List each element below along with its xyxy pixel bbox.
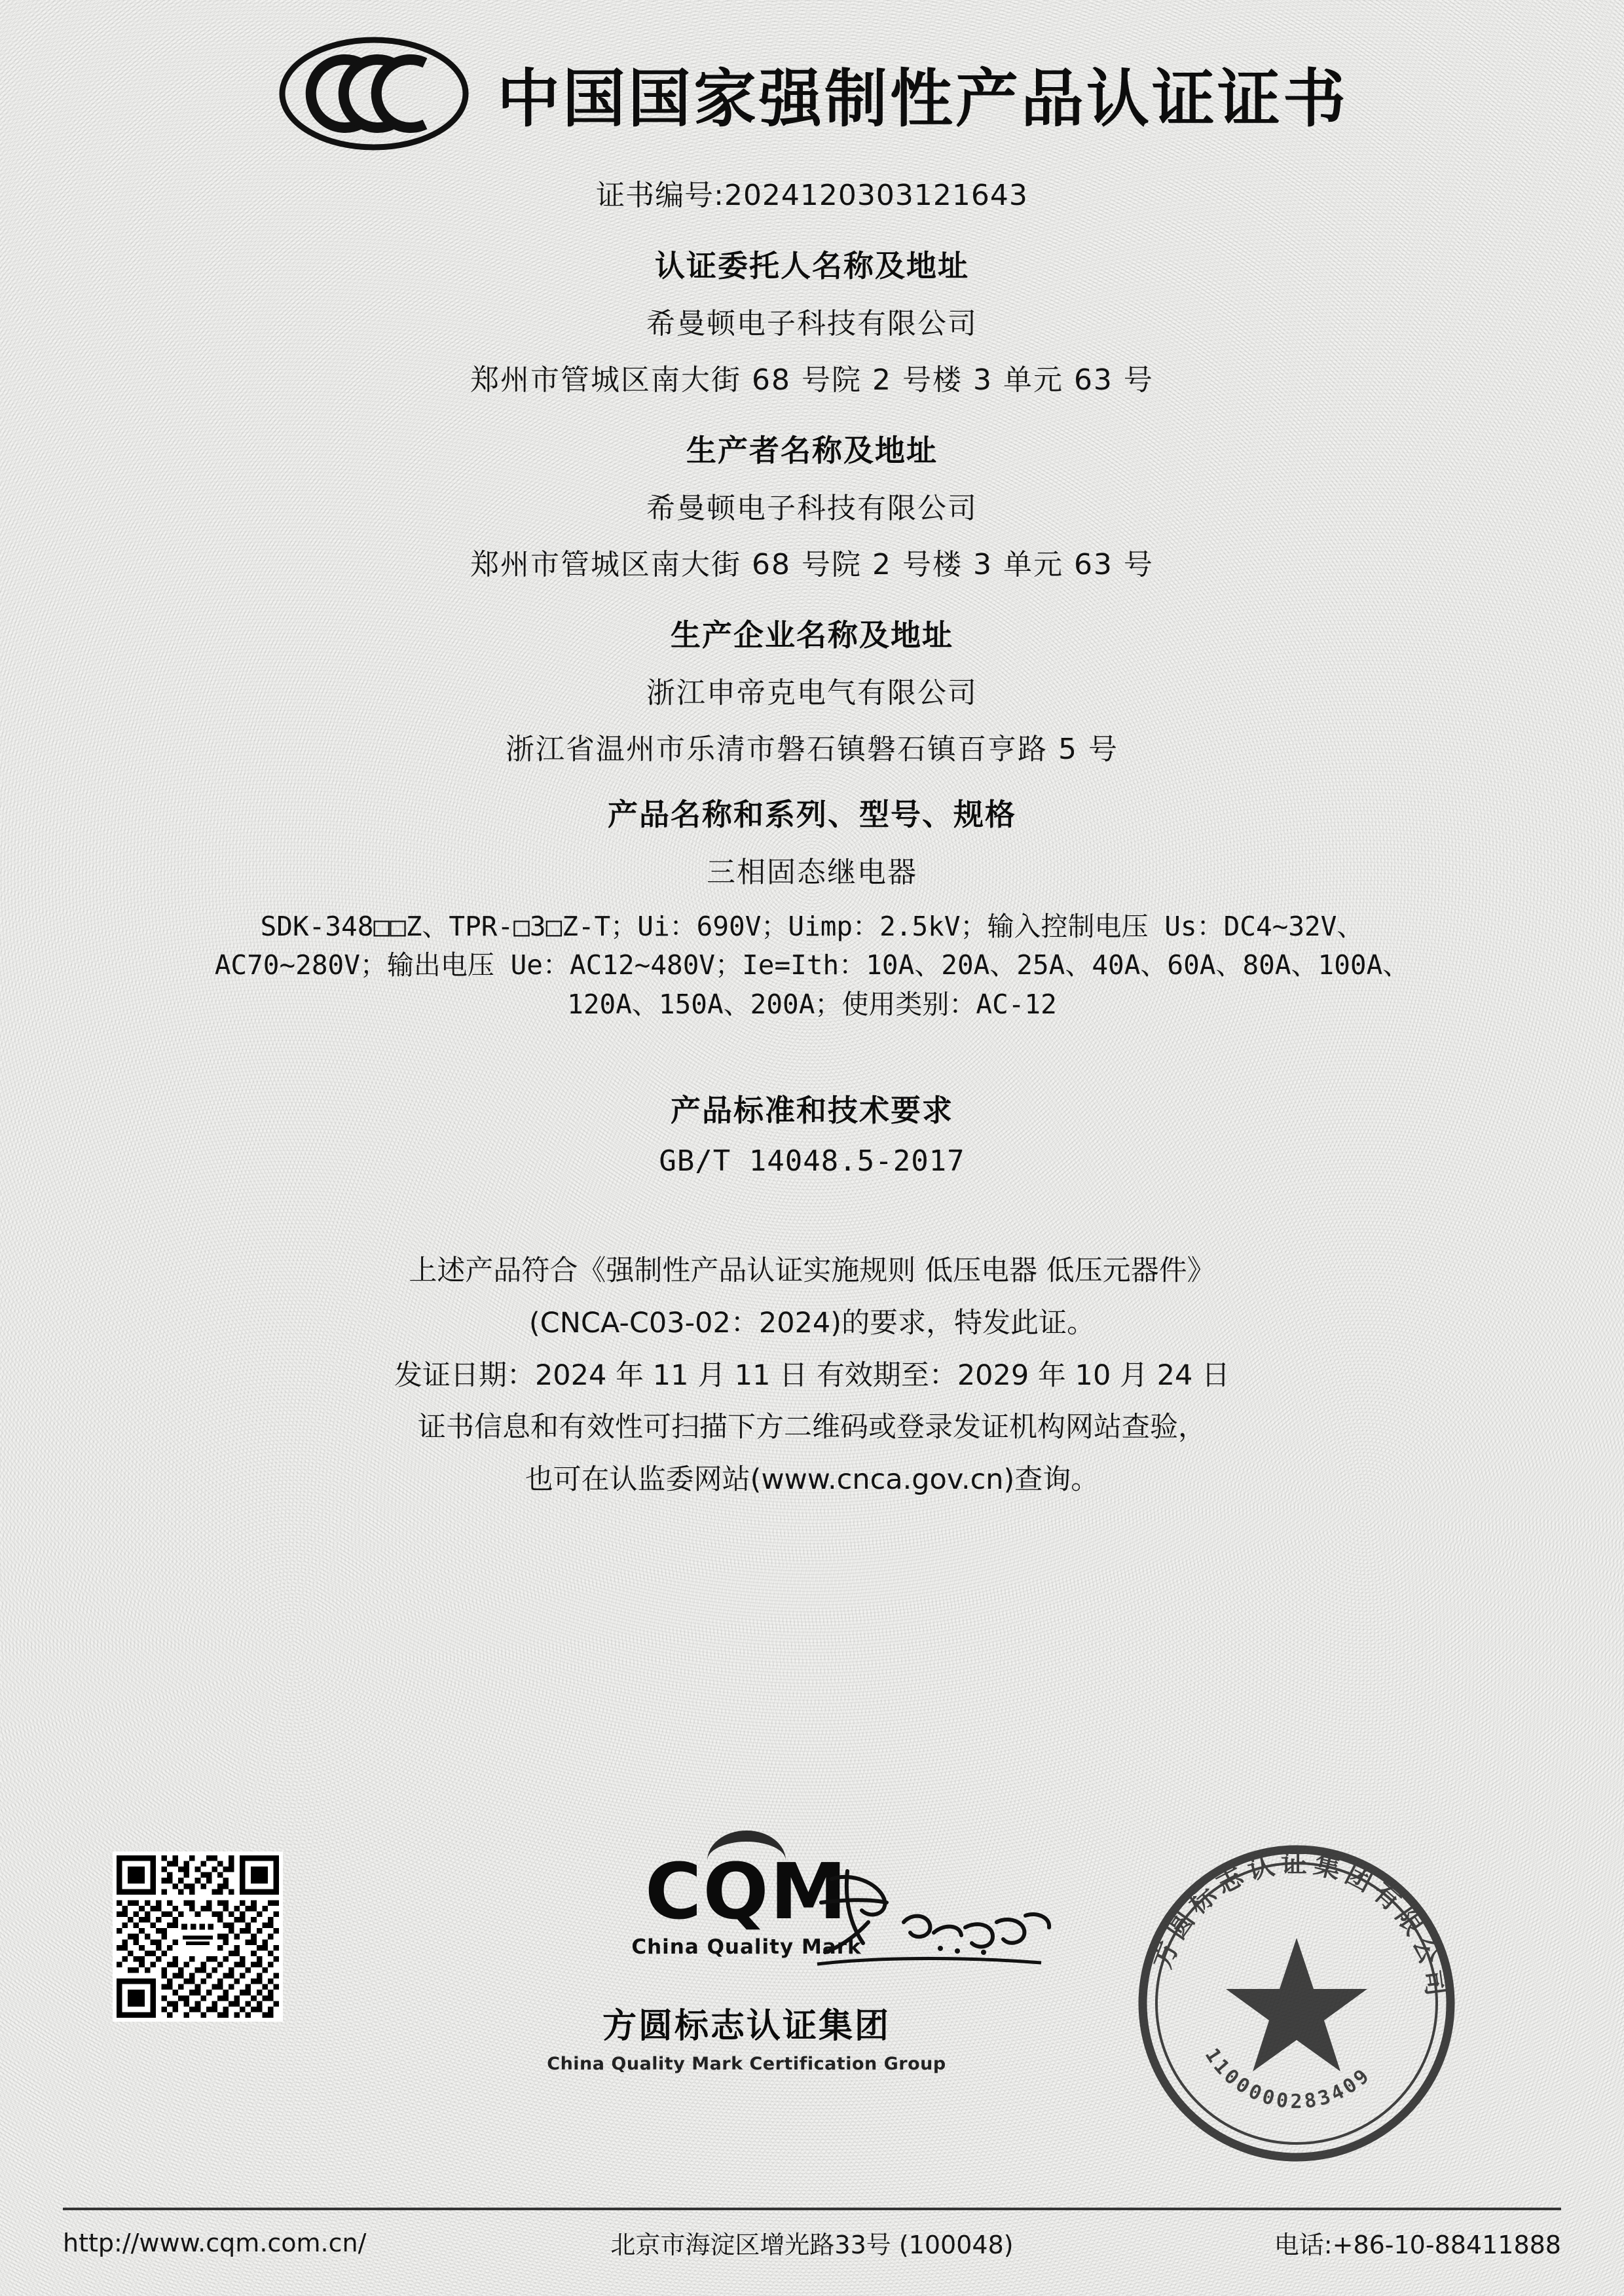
footer-phone: 电话:+86-10-88411888 bbox=[1274, 2231, 1561, 2259]
certification-seal bbox=[1113, 1820, 1480, 2187]
svg-text:方圆标志认证集团有限公司: 方圆标志认证集团有限公司 bbox=[1147, 1848, 1452, 2003]
section-applicant-line-2: 郑州市管城区南大街 68 号院 2 号楼 3 单元 63 号 bbox=[470, 363, 1154, 397]
product-spec-line-3: 120A、150A、200A；使用类别：AC-12 bbox=[567, 988, 1057, 1020]
section-producer bbox=[0, 427, 1624, 583]
product-spec-block bbox=[0, 907, 1624, 1024]
statement-line-2: (CNCA-C03-02：2024)的要求，特发此证。 bbox=[528, 1306, 1096, 1339]
product-spec-line-1: SDK-348□□Z、TPR-□3□Z-T；Ui：690V；Uimp：2.5kV；输入控制电压 Us：DC4~32V、 bbox=[260, 911, 1364, 942]
section-product bbox=[0, 791, 1624, 1024]
section-manufacturer-line-1: 浙江申帝克电气有限公司 bbox=[646, 676, 978, 710]
certificate-footer bbox=[63, 2208, 1561, 2261]
svg-text:1100000283409: 1100000283409 bbox=[1200, 2044, 1376, 2114]
cqm-logo-subtitle: China Quality Mark bbox=[631, 1935, 862, 1959]
section-applicant-line-1: 希曼顿电子科技有限公司 bbox=[646, 307, 978, 340]
cqm-group-name-en: China Quality Mark Certification Group bbox=[547, 2054, 946, 2074]
section-standard-title: 产品标准和技术要求 bbox=[671, 1093, 953, 1129]
footer-address: 北京市海淀区增光路33号 (100048) bbox=[610, 2231, 1014, 2259]
statement-line-4: 证书信息和有效性可扫描下方二维码或登录发证机构网站查验， bbox=[418, 1411, 1206, 1444]
cqm-group-name-cn: 方圆标志认证集团 bbox=[602, 2007, 891, 2046]
statement-line-1: 上述产品符合《强制性产品认证实施规则 低压电器 低压元器件》 bbox=[409, 1254, 1215, 1288]
standard-value: GB/T 14048.5-2017 bbox=[659, 1144, 965, 1178]
section-producer-line-2: 郑州市管城区南大街 68 号院 2 号楼 3 单元 63 号 bbox=[470, 548, 1154, 581]
cqm-arc-icon bbox=[707, 1831, 786, 1872]
section-standard bbox=[0, 1087, 1624, 1178]
verification-qr-code[interactable] bbox=[113, 1851, 283, 2022]
product-name: 三相固态继电器 bbox=[707, 856, 917, 889]
footer-website[interactable]: http://www.cqm.com.cn/ bbox=[63, 2228, 367, 2257]
section-product-title: 产品名称和系列、型号、规格 bbox=[608, 797, 1016, 832]
statement-line-5: 也可在认监委网站(www.cnca.gov.cn)查询。 bbox=[525, 1463, 1099, 1496]
section-manufacturer-line-2: 浙江省温州市乐清市磐石镇磐石镇百亨路 5 号 bbox=[506, 733, 1118, 766]
section-manufacturer bbox=[0, 611, 1624, 767]
cqm-logo-label: CQM bbox=[644, 1846, 849, 1937]
certificate-marks bbox=[0, 1833, 1624, 2174]
product-spec-line-2: AC70~280V；输出电压 Ue：AC12~480V；Ie=Ith：10A、20A、25A、40A、60A、80A、100A、 bbox=[214, 949, 1410, 981]
certificate-header bbox=[0, 0, 1624, 156]
certificate-title: 中国国家强制性产品认证证书 bbox=[497, 62, 1348, 136]
section-manufacturer-title: 生产企业名称及地址 bbox=[671, 617, 953, 653]
authorized-signature bbox=[805, 1859, 1080, 1997]
section-producer-title: 生产者名称及地址 bbox=[686, 433, 938, 468]
statement-line-3: 发证日期：2024 年 11 月 11 日 有效期至：2029 年 10 月 24 日 bbox=[394, 1358, 1230, 1392]
section-applicant bbox=[0, 242, 1624, 398]
certificate-statement bbox=[0, 1248, 1624, 1503]
ccc-logo-icon bbox=[276, 31, 472, 156]
section-applicant-title: 认证委托人名称及地址 bbox=[655, 248, 969, 283]
section-producer-line-1: 希曼顿电子科技有限公司 bbox=[646, 492, 978, 525]
certificate-number: 证书编号:2024120303121643 bbox=[596, 179, 1028, 212]
